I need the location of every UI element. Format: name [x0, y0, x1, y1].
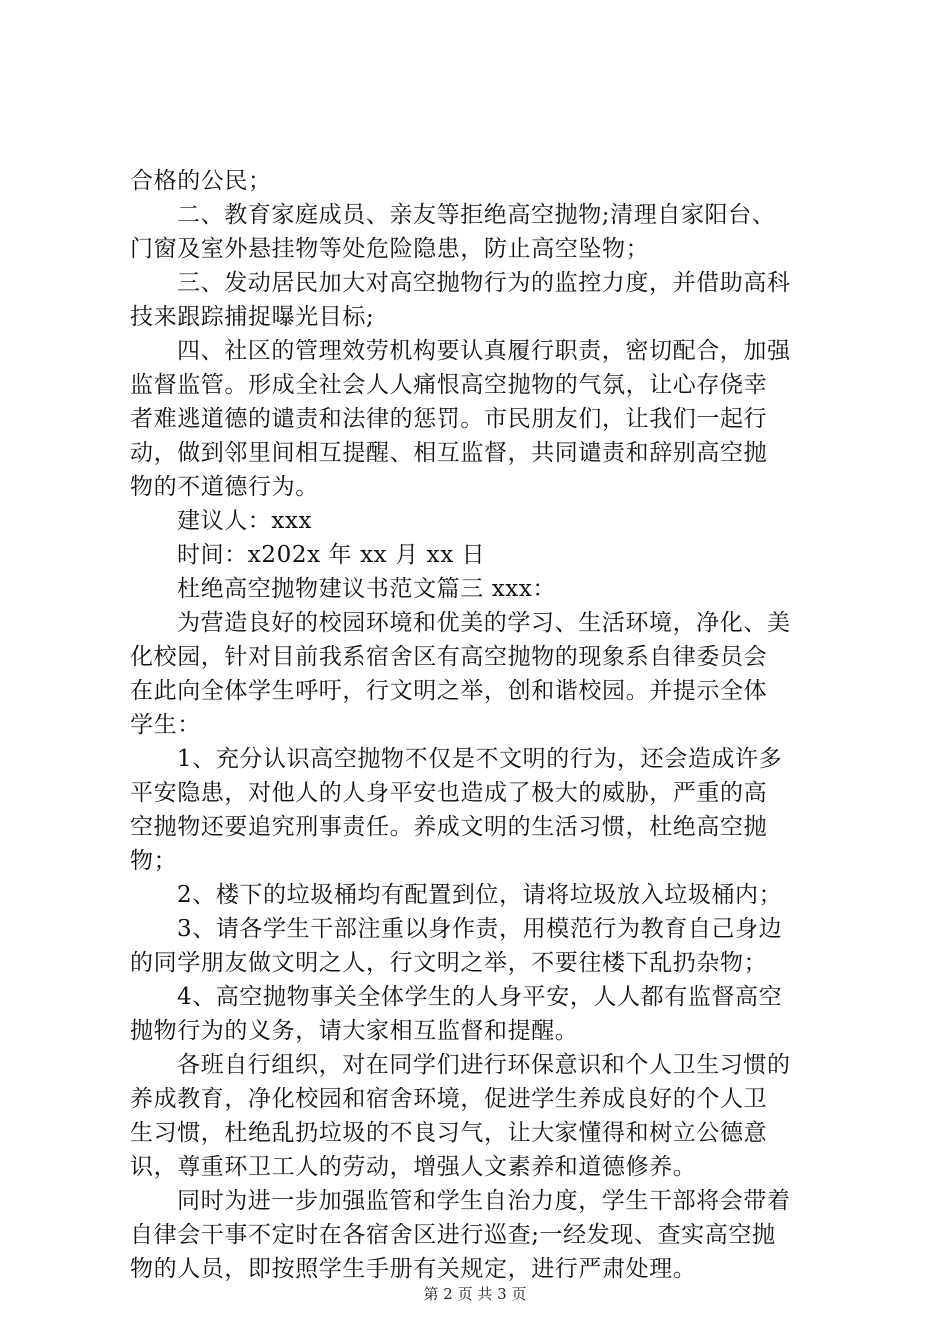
- text-line: 各班自行组织，对在同学们进行环保意识和个人卫生习惯的: [177, 1052, 791, 1078]
- text-line: 门窗及室外悬挂物等处危险隐患，防止高空坠物；: [130, 236, 650, 262]
- text-line: 生习惯，杜绝乱扔垃圾的不良习气，让大家懂得和树立公德意: [130, 1120, 768, 1146]
- text-line: 3、请各学生干部注重以身作责，用模范行为教育自己身边: [177, 916, 783, 942]
- text-line: 四、社区的管理效劳机构要认真履行职责，密切配合，加强: [177, 338, 791, 364]
- text-line: 合格的公民；: [130, 168, 272, 194]
- text-line: 杜绝高空抛物建议书范文篇三 xxx：: [177, 576, 557, 602]
- page-footer: 第 2 页 共 3 页: [423, 1285, 527, 1303]
- text-line: 自律会干事不定时在各宿舍区进行巡查;一经发现、查实高空抛: [130, 1222, 776, 1248]
- text-line: 时间：x202x 年 xx 月 xx 日: [177, 542, 486, 568]
- text-line: 物；: [130, 848, 178, 874]
- text-line: 动，做到邻里间相互提醒、相互监督，共同谴责和辞别高空抛: [130, 440, 768, 466]
- text-line: 三、发动居民加大对高空抛物行为的监控力度，并借助高科: [177, 270, 791, 296]
- text-line: 监督监管。形成全社会人人痛恨高空抛物的气氛，让心存侥幸: [130, 372, 768, 398]
- text-line: 识，尊重环卫工人的劳动，增强人文素养和道德修养。: [130, 1154, 697, 1180]
- text-line: 空抛物还要追究刑事责任。养成文明的生活习惯，杜绝高空抛: [130, 814, 768, 840]
- text-line: 在此向全体学生呼吁，行文明之举，创和谐校园。并提示全体: [130, 678, 768, 704]
- text-line: 1、充分认识高空抛物不仅是不文明的行为，还会造成许多: [177, 746, 783, 772]
- text-line: 为营造良好的校园环境和优美的学习、生活环境，净化、美: [177, 610, 791, 636]
- text-line: 物的人员，即按照学生手册有关规定，进行严肃处理。: [130, 1256, 697, 1282]
- text-line: 者难逃道德的谴责和法律的惩罚。市民朋友们，让我们一起行: [130, 406, 768, 432]
- text-line: 抛物行为的义务，请大家相互监督和提醒。: [130, 1018, 579, 1044]
- text-line: 二、教育家庭成员、亲友等拒绝高空抛物;清理自家阳台、: [177, 202, 776, 228]
- text-line: 养成教育，净化校园和宿舍环境，促进学生养成良好的个人卫: [130, 1086, 768, 1112]
- document-body: [130, 164, 836, 1286]
- text-line: 同时为进一步加强监管和学生自治力度，学生干部将会带着: [177, 1188, 791, 1214]
- text-line: 学生：: [130, 712, 201, 738]
- text-line: 平安隐患，对他人的人身平安也造成了极大的威胁，严重的高: [130, 780, 768, 806]
- text-line: 4、高空抛物事关全体学生的人身平安，人人都有监督高空: [177, 984, 783, 1010]
- text-line: 化校园，针对目前我系宿舍区有高空抛物的现象系自律委员会: [130, 644, 768, 670]
- text-line: 物的不道德行为。: [130, 474, 319, 500]
- text-line: 技来跟踪捕捉曝光目标;: [130, 304, 375, 330]
- text-line: 2、楼下的垃圾桶均有配置到位，请将垃圾放入垃圾桶内；: [177, 882, 783, 908]
- text-line: 的同学朋友做文明之人，行文明之举，不要往楼下乱扔杂物；: [130, 950, 768, 976]
- text-line: 建议人：xxx: [177, 508, 313, 534]
